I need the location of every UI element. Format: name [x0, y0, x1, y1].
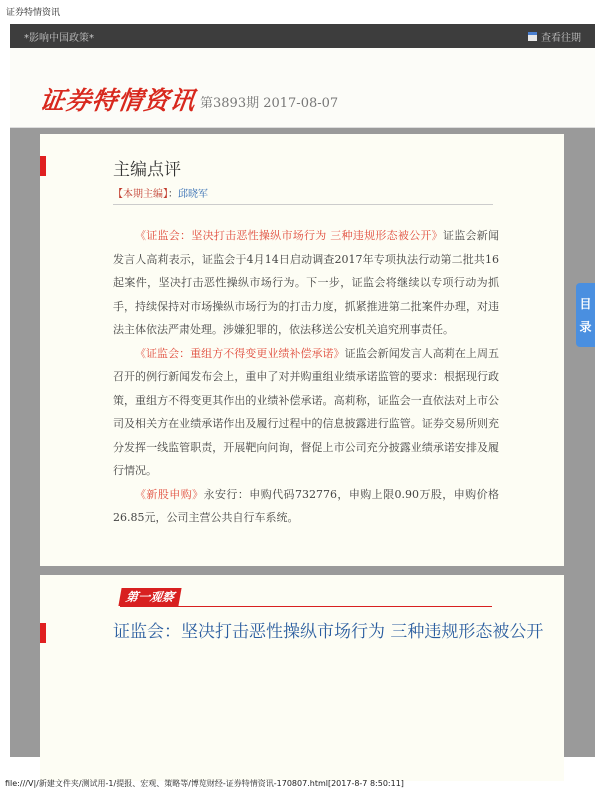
newsletter-logo: 证券特情资讯 — [37, 86, 198, 115]
editor-label: 【本期主编】 — [113, 189, 168, 200]
footer-url: file:///V|/新建文件夹/测试用-1/提报、宏观、策略等/博览财经-证券特情资讯-170807.html[2017-8-7 8:50:11] — [5, 779, 404, 788]
badge-underline — [120, 606, 492, 607]
section-badge: 第一观察 — [118, 588, 181, 606]
editor-colon: ： — [168, 189, 178, 200]
print-page-title: 证券特情资讯 — [6, 8, 61, 18]
history-label: 查看往期 — [541, 33, 581, 44]
issue-info: 第3893期 2017-08-07 — [200, 96, 339, 111]
editorial-paragraph — [113, 483, 499, 530]
section-marker — [40, 623, 46, 643]
toc-char: 目 — [579, 297, 592, 311]
editorial-body — [113, 224, 499, 530]
section-title: 主编点评 — [113, 160, 181, 180]
observation-card — [40, 575, 564, 781]
news-headline-link[interactable]: 《新股申购》 — [135, 487, 204, 501]
toc-char: 录 — [579, 320, 592, 334]
editorial-paragraph — [113, 342, 499, 483]
top-bar — [10, 24, 595, 48]
section-marker — [40, 156, 46, 176]
editorial-paragraph — [113, 224, 499, 342]
paragraph-text: 证监会新闻发言人高莉表示，证监会于4月14日启动调查2017年专项执法行动第二批共16起案件，坚决打击恶性操纵市场行为。下一步，证监会将继续以专项行动为抓手，持续保持对市场操纵市场行为的打击力度，抓紧推进第二批案件办理，对违法主体依法严肃处理。涉嫌犯罪的，依法移送公安机关追究刑事责任。 — [113, 229, 499, 336]
calendar-icon — [528, 32, 537, 41]
toc-tab[interactable] — [576, 283, 595, 347]
tagline: *影响中国政策* — [24, 33, 94, 44]
news-headline-link[interactable]: 《证监会：坚决打击恶性操纵市场行为 三种违规形态被公开》 — [135, 229, 443, 242]
article-headline[interactable]: 证监会：坚决打击恶性操纵市场行为 三种违规形态被公开 — [113, 622, 544, 642]
editor-name: 邱晓军 — [178, 189, 208, 200]
newsletter-frame — [10, 24, 595, 757]
divider — [113, 204, 493, 205]
editorial-card — [40, 134, 564, 566]
paragraph-text: 证监会新闻发言人高莉在上周五召开的例行新闻发布会上，重申了对并购重组业绩承诺监管的要求：根据现行政策，重组方不得变更其作出的业绩补偿承诺。高莉称，证监会一直依法对上市公司及相关方在业绩承诺作出及履行过程中的信息披露进行监管。证券交易所则充分发挥一线监管职责，开展靶向问询，督促上市公司充分披露业绩承诺安排及履行情况。 — [113, 346, 499, 477]
masthead — [10, 48, 595, 128]
news-headline-link[interactable]: 《证监会：重组方不得变更业绩补偿承诺》 — [135, 346, 345, 360]
history-link[interactable] — [528, 29, 581, 44]
paragraph-text: 永安行：申购代码732776，申购上限0.90万股，申购价格26.85元，公司主营公共自行车系统。 — [113, 487, 500, 524]
editor-line — [113, 185, 208, 200]
